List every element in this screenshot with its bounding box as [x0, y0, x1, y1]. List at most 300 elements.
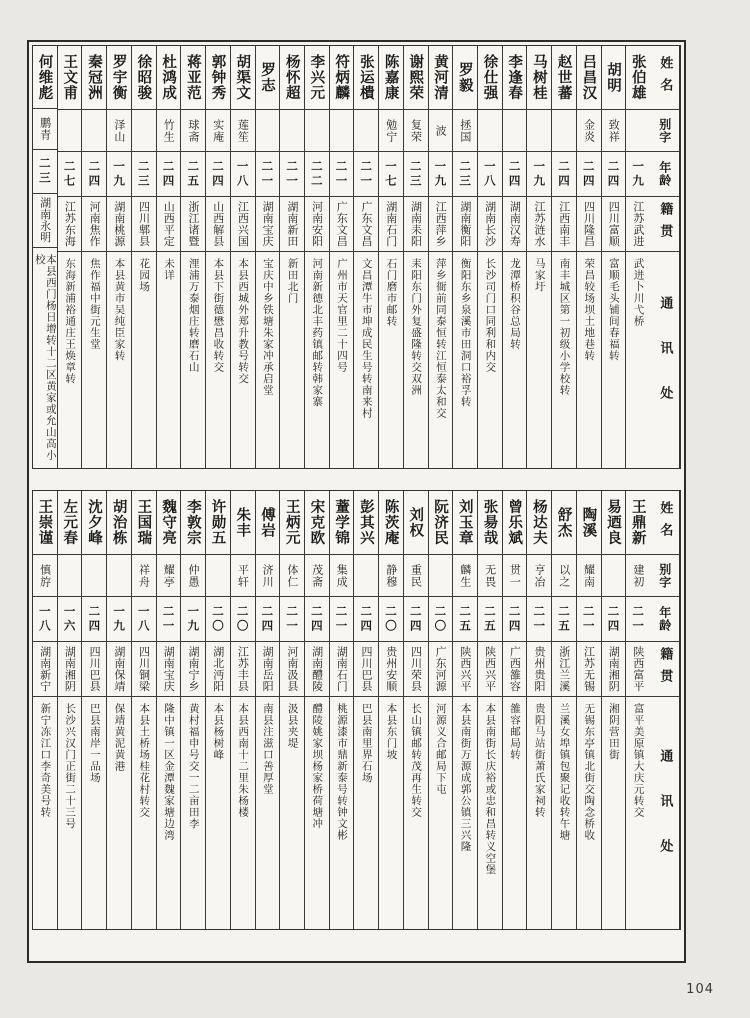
- person-column: [57, 46, 82, 468]
- person-zi-cell: [256, 555, 280, 597]
- person-column: [57, 491, 82, 929]
- person-zi-cell: [552, 555, 576, 597]
- person-age: 二四: [606, 159, 621, 189]
- person-zi-cell: [577, 110, 601, 152]
- person-address: 广州市天官里二十四号: [336, 258, 349, 373]
- person-column: [477, 491, 502, 929]
- person-zi: 耀亭: [162, 563, 176, 588]
- person-address: 黄村福申号交一二亩田李: [187, 703, 200, 830]
- person-column: [601, 491, 626, 929]
- person-native-cell: [404, 197, 428, 252]
- person-age: 一九: [631, 159, 646, 189]
- person-name-cell: [527, 491, 551, 555]
- person-address-cell: [577, 697, 601, 929]
- person-native-cell: [256, 197, 280, 252]
- person-native: 湖南保靖: [112, 646, 126, 692]
- person-name-cell: [453, 46, 477, 110]
- person-name: 王国瑞: [135, 499, 153, 546]
- person-native-cell: [181, 197, 205, 252]
- person-address: 武进卜川弋桥: [632, 258, 645, 327]
- person-column: [601, 46, 626, 468]
- person-zi-cell: [527, 555, 551, 597]
- person-zi-cell: [503, 110, 527, 152]
- person-address-cell: [231, 252, 255, 468]
- person-age-cell: [602, 597, 626, 642]
- person-address: 本县西城外郑升教号转交: [237, 258, 250, 385]
- person-name-cell: [577, 46, 601, 110]
- person-native: 湖南新宁: [38, 646, 52, 692]
- person-name: 胡明: [605, 62, 623, 93]
- person-address-cell: [626, 697, 650, 929]
- header-age: 年龄: [657, 161, 672, 187]
- person-address-cell: [429, 252, 453, 468]
- person-native: 江苏涟水: [533, 201, 547, 247]
- person-address: 贵阳马站街萧氏家祠转: [533, 703, 546, 818]
- person-column: [230, 491, 255, 929]
- person-zi-cell: [107, 110, 131, 152]
- person-address-cell: [305, 252, 329, 468]
- person-age-cell: [503, 152, 527, 197]
- person-age: 二四: [87, 159, 102, 189]
- person-age-cell: [33, 150, 57, 194]
- header-name: 姓名: [657, 500, 673, 545]
- person-zi-cell: [280, 110, 304, 152]
- person-native-cell: [181, 642, 205, 697]
- person-zi-cell: [354, 555, 378, 597]
- person-column: [403, 491, 428, 929]
- person-native-cell: [157, 642, 181, 697]
- person-zi: 亨冶: [533, 563, 547, 588]
- person-address-cell: [527, 252, 551, 468]
- person-zi: 体仁: [285, 563, 299, 588]
- person-age: 二四: [408, 604, 423, 634]
- person-address-cell: [58, 252, 82, 468]
- person-column: [131, 491, 156, 929]
- person-address: 马家圩: [533, 258, 546, 293]
- person-address-cell: [181, 697, 205, 929]
- person-native: 浙江诸暨: [186, 201, 200, 247]
- person-address-cell: [478, 252, 502, 468]
- person-address: 新宁冻江口李奇美号转: [39, 703, 52, 818]
- directory-table-bottom: [32, 490, 681, 930]
- person-name-cell: [379, 46, 403, 110]
- person-name: 杨达夫: [530, 499, 548, 546]
- person-address-cell: [280, 697, 304, 929]
- person-address-cell: [527, 697, 551, 929]
- person-name-cell: [503, 46, 527, 110]
- person-native: 湖南湘阴: [63, 646, 77, 692]
- person-address: 保靖黄泥黄港: [113, 703, 126, 772]
- person-age: 二一: [532, 604, 547, 634]
- person-native: 湖南宝庆: [162, 646, 176, 692]
- header-native-cell: [650, 642, 679, 697]
- person-column: [33, 46, 57, 468]
- person-native: 江苏武进: [631, 201, 645, 247]
- person-age-cell: [577, 152, 601, 197]
- person-native: 河南汲县: [285, 646, 299, 692]
- person-age: 二四: [87, 604, 102, 634]
- header-column-top: [650, 46, 680, 468]
- person-address: 浬浦万泰烟庄转磨石山: [187, 258, 200, 373]
- person-age-cell: [206, 152, 230, 197]
- person-native: 湖南湘阴: [607, 646, 621, 692]
- person-native-cell: [58, 642, 82, 697]
- person-age-cell: [256, 152, 280, 197]
- person-address-cell: [404, 252, 428, 468]
- person-age-cell: [206, 597, 230, 642]
- person-name: 蒋亚范: [184, 54, 202, 101]
- person-name: 王炳元: [283, 499, 301, 546]
- person-address: 南县注滋口善厚堂: [261, 703, 274, 795]
- person-address: 石门磨市邮转: [385, 258, 398, 327]
- person-name: 彭其兴: [357, 499, 375, 546]
- person-column: [205, 46, 230, 468]
- header-age-cell: [650, 597, 679, 642]
- person-name: 秦冠洲: [85, 54, 103, 101]
- person-age-cell: [354, 597, 378, 642]
- person-native: 湖北沔阳: [211, 646, 225, 692]
- person-zi-cell: [404, 555, 428, 597]
- person-age-cell: [33, 597, 57, 642]
- person-native-cell: [552, 197, 576, 252]
- person-column: [279, 491, 304, 929]
- person-zi: 耀南: [582, 563, 596, 588]
- person-column: [81, 491, 106, 929]
- person-name-cell: [330, 46, 354, 110]
- person-name: 张运樻: [357, 54, 375, 101]
- person-name-cell: [231, 491, 255, 555]
- person-column: [551, 46, 576, 468]
- header-age: 年龄: [657, 606, 672, 632]
- person-address: 龙潭桥积谷总局转: [509, 258, 522, 350]
- person-zi-cell: [429, 555, 453, 597]
- person-address-cell: [256, 252, 280, 468]
- person-address: 隆中镇一区金潭魏家塘边湾: [162, 703, 175, 841]
- person-native-cell: [503, 642, 527, 697]
- person-zi-cell: [626, 110, 650, 152]
- person-native-cell: [305, 642, 329, 697]
- person-native: 湖南石门: [384, 201, 398, 247]
- person-age: 二五: [186, 159, 201, 189]
- person-name: 黄河清: [432, 54, 449, 101]
- person-age-cell: [157, 152, 181, 197]
- person-column: [156, 491, 181, 929]
- person-native: 四川隆昌: [582, 201, 596, 247]
- person-address-cell: [256, 697, 280, 929]
- person-name: 左元春: [61, 499, 79, 546]
- person-column: [353, 46, 378, 468]
- person-column: [452, 46, 477, 468]
- person-address-cell: [58, 697, 82, 929]
- person-address: 花园场: [138, 258, 151, 293]
- person-native-cell: [132, 197, 156, 252]
- person-address-cell: [379, 252, 403, 468]
- person-age: 二一: [161, 604, 176, 634]
- person-age-cell: [58, 597, 82, 642]
- person-address: 本县下街德懋昌收转交: [212, 258, 225, 373]
- person-column: [452, 491, 477, 929]
- person-native-cell: [231, 197, 255, 252]
- person-age-cell: [256, 597, 280, 642]
- person-address-cell: [132, 252, 156, 468]
- person-column: [255, 491, 280, 929]
- person-zi: 集成: [335, 563, 349, 588]
- person-zi-cell: [181, 555, 205, 597]
- person-address: 东海新浦裕通庄王焕章转: [64, 258, 77, 385]
- person-name: 杨怀超: [283, 54, 301, 101]
- person-native: 浙江兰溪: [557, 646, 571, 692]
- person-zi: 麟生: [458, 563, 472, 588]
- person-native: 陕西富平: [631, 646, 645, 692]
- person-age-cell: [132, 152, 156, 197]
- person-native-cell: [58, 197, 82, 252]
- person-age: 二三: [37, 156, 52, 186]
- person-zi-cell: [280, 555, 304, 597]
- person-address: 未详: [162, 258, 175, 281]
- person-age: 一八: [482, 159, 497, 189]
- person-column: [255, 46, 280, 468]
- person-native-cell: [33, 194, 57, 248]
- person-native-cell: [404, 642, 428, 697]
- person-address: 雒容邮局转: [509, 703, 522, 761]
- person-zi-cell: [33, 555, 57, 597]
- person-native: 江苏丰县: [236, 646, 250, 692]
- header-zi-cell: [650, 555, 679, 597]
- person-column: [428, 46, 453, 468]
- person-zi-cell: [330, 555, 354, 597]
- person-address: 湘阴营田街: [607, 703, 620, 761]
- person-native-cell: [33, 642, 57, 697]
- person-age-cell: [231, 152, 255, 197]
- person-name: 宋克欧: [308, 499, 326, 546]
- person-column: [205, 491, 230, 929]
- person-age: 二〇: [433, 604, 448, 634]
- person-native: 山西平定: [162, 201, 176, 247]
- person-name-cell: [626, 46, 650, 110]
- person-name-cell: [503, 491, 527, 555]
- person-name-cell: [181, 491, 205, 555]
- person-name-cell: [602, 46, 626, 110]
- person-age: 一九: [112, 159, 127, 189]
- person-address: 长沙兴汉门正街二十三号: [64, 703, 77, 830]
- person-age-cell: [379, 597, 403, 642]
- person-native: 贵州安顺: [384, 646, 398, 692]
- person-address-cell: [107, 697, 131, 929]
- person-address: 焦作福中街元生堂: [88, 258, 101, 350]
- person-column: [329, 46, 354, 468]
- person-native-cell: [280, 642, 304, 697]
- person-address-cell: [82, 252, 106, 468]
- person-native-cell: [626, 197, 650, 252]
- person-age-cell: [305, 597, 329, 642]
- person-zi: 仲愚: [186, 563, 200, 588]
- person-native-cell: [305, 197, 329, 252]
- person-zi: 静穆: [384, 563, 398, 588]
- person-name-cell: [181, 46, 205, 110]
- person-age: 二四: [507, 159, 522, 189]
- person-native-cell: [577, 642, 601, 697]
- person-zi: 建初: [631, 563, 645, 588]
- person-zi: 金炎: [582, 118, 596, 143]
- person-address-cell: [626, 252, 650, 468]
- person-address-cell: [82, 697, 106, 929]
- person-address: 本县东门坡: [385, 703, 398, 761]
- person-address: 文昌潭牛市坤成民生号转南来村: [360, 258, 373, 419]
- person-native-cell: [206, 642, 230, 697]
- person-zi: 球斋: [186, 118, 200, 143]
- person-name: 蕫学锦: [333, 499, 351, 546]
- person-zi: 竹生: [162, 118, 176, 143]
- person-age-cell: [280, 152, 304, 197]
- person-name-cell: [107, 46, 131, 110]
- person-age: 二一: [631, 604, 646, 634]
- person-age: 一九: [112, 604, 127, 634]
- person-native-cell: [429, 642, 453, 697]
- person-name: 陈嘉康: [382, 54, 400, 101]
- person-address: 本县南街长庆裕或忠和昌转义空堡: [484, 703, 497, 876]
- person-native-cell: [330, 197, 354, 252]
- person-age: 二一: [334, 604, 349, 634]
- person-age-cell: [231, 597, 255, 642]
- person-zi: 以之: [557, 563, 571, 588]
- person-age-cell: [330, 597, 354, 642]
- person-native-cell: [379, 642, 403, 697]
- person-name: 马树桂: [530, 54, 548, 101]
- person-name: 陶溪: [580, 507, 598, 538]
- person-native: 陕西兴平: [483, 646, 497, 692]
- person-age: 一八: [235, 159, 250, 189]
- header-name: 姓名: [657, 55, 673, 100]
- person-address-cell: [602, 252, 626, 468]
- person-address: 醴陵姚家坝杨家桥荷塘冲: [311, 703, 324, 830]
- person-zi: 慎斿: [38, 563, 52, 588]
- person-column: [428, 491, 453, 929]
- person-native: 湖南宝庆: [261, 201, 275, 247]
- person-name-cell: [132, 491, 156, 555]
- person-native-cell: [280, 197, 304, 252]
- person-name-cell: [379, 491, 403, 555]
- person-name: 符炳麟: [333, 54, 351, 101]
- person-zi-cell: [107, 555, 131, 597]
- person-native: 湖南桃源: [112, 201, 126, 247]
- person-address: 耒阳东门外复盛隆转交双洲: [410, 258, 423, 396]
- person-age: 二三: [458, 159, 473, 189]
- person-address: 桃源漆市鼎新泰号转钟文彬: [336, 703, 349, 841]
- person-zi-cell: [231, 555, 255, 597]
- person-zi-cell: [379, 110, 403, 152]
- person-age-cell: [280, 597, 304, 642]
- person-column: [378, 46, 403, 468]
- person-address-cell: [206, 697, 230, 929]
- person-column: [180, 46, 205, 468]
- person-address-cell: [429, 697, 453, 929]
- person-name-cell: [206, 491, 230, 555]
- person-address-cell: [503, 252, 527, 468]
- person-zi-cell: [552, 110, 576, 152]
- person-name: 王鼎新: [629, 499, 647, 546]
- person-age: 二四: [557, 159, 572, 189]
- person-native-cell: [478, 197, 502, 252]
- person-name: 胡渠文: [234, 54, 252, 101]
- person-age: 二四: [309, 604, 324, 634]
- person-zi: 鹏青: [38, 116, 52, 141]
- person-zi: 勉宁: [384, 118, 398, 143]
- person-name-cell: [429, 46, 453, 110]
- person-age-cell: [404, 152, 428, 197]
- person-column: [279, 46, 304, 468]
- person-native: 广西雒容: [508, 646, 522, 692]
- person-native-cell: [107, 197, 131, 252]
- header-name-cell: [650, 46, 679, 110]
- person-age: 一七: [383, 159, 398, 189]
- person-address-cell: [157, 252, 181, 468]
- person-address-cell: [602, 697, 626, 929]
- person-address-cell: [157, 697, 181, 929]
- person-native: 陕西兴平: [458, 646, 472, 692]
- person-address-cell: [379, 697, 403, 929]
- person-native: 河南焦作: [88, 201, 102, 247]
- person-address: 本县西南十二里朱杨楼: [237, 703, 250, 818]
- person-native-cell: [478, 642, 502, 697]
- person-age-cell: [181, 152, 205, 197]
- person-age: 一九: [433, 159, 448, 189]
- person-age: 二一: [260, 159, 275, 189]
- person-name: 刘权: [407, 507, 425, 538]
- header-name-cell: [650, 491, 679, 555]
- person-age: 二五: [557, 604, 572, 634]
- person-address: 富平美原镇大庆元转交: [632, 703, 645, 818]
- person-address: 河源义合邮局下屯: [434, 703, 447, 795]
- person-address-cell: [404, 697, 428, 929]
- person-native-cell: [527, 642, 551, 697]
- person-address-cell: [478, 697, 502, 929]
- header-address: 通讯处: [657, 748, 673, 884]
- page-frame: [27, 40, 686, 963]
- person-name: 易迺良: [605, 499, 623, 546]
- person-name: 王文甫: [61, 54, 79, 101]
- person-address-cell: [503, 697, 527, 929]
- person-age-cell: [527, 152, 551, 197]
- person-address-cell: [577, 252, 601, 468]
- person-column: [576, 46, 601, 468]
- person-name: 阮济民: [432, 499, 449, 546]
- person-column: [526, 491, 551, 929]
- person-age-cell: [453, 152, 477, 197]
- person-age: 二一: [285, 159, 300, 189]
- person-age: 一八: [136, 604, 151, 634]
- person-name-cell: [256, 46, 280, 110]
- person-zi-cell: [527, 110, 551, 152]
- person-zi-cell: [82, 110, 106, 152]
- person-age-cell: [354, 152, 378, 197]
- person-name: 舒杰: [555, 507, 573, 538]
- person-zi-cell: [82, 555, 106, 597]
- person-zi: 平轩: [236, 563, 250, 588]
- person-column: [304, 491, 329, 929]
- person-age: 二一: [285, 604, 300, 634]
- person-name-cell: [305, 491, 329, 555]
- person-zi-cell: [181, 110, 205, 152]
- person-age-cell: [602, 152, 626, 197]
- person-age-cell: [626, 152, 650, 197]
- person-age: 二四: [210, 159, 225, 189]
- person-column: [526, 46, 551, 468]
- person-name: 许勋五: [209, 499, 227, 546]
- person-zi: 无畏: [483, 563, 497, 588]
- person-native-cell: [330, 642, 354, 697]
- person-zi-cell: [132, 555, 156, 597]
- person-zi: 祥舟: [137, 563, 151, 588]
